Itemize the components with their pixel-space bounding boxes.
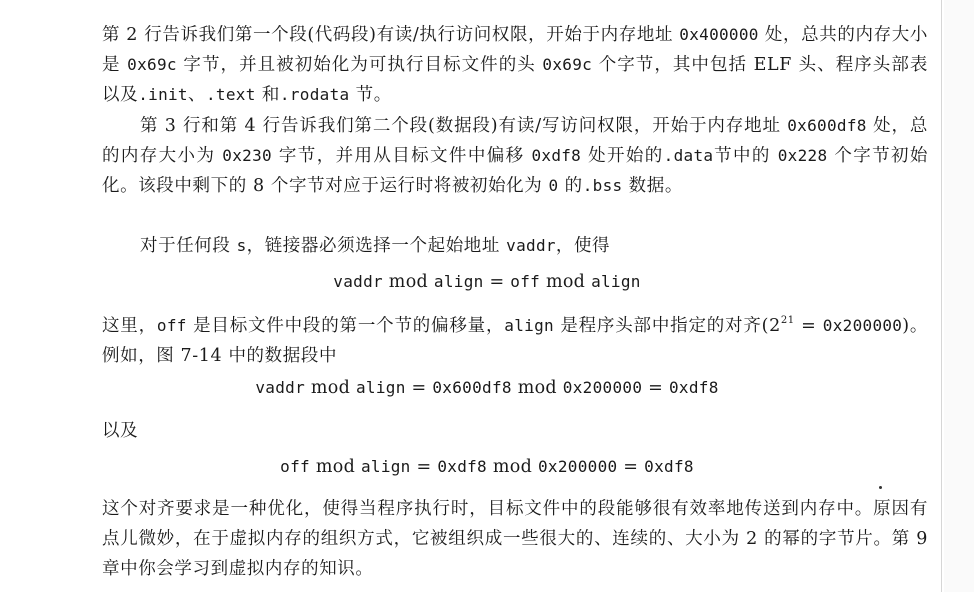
paragraph-alignment-explain: 这里，off 是目标文件中段的第一个节的偏移量，align 是程序头部中指定的对齐$(2^{21} = 0x200000)$。例如，图 7-14 中的数据段中	[102, 315, 928, 366]
equation-alignment-rule: vaddr mod align = off mod align	[333, 272, 641, 292]
equation-vaddr-example: vaddr mod align = 0x600df8 mod 0x200000 = 0xdf8	[255, 378, 719, 398]
paragraph-alignment-intro: 对于任何段 s，链接器必须选择一个起始地址 vaddr，使得	[140, 236, 611, 256]
paragraph-segment-data: 第 3 行和第 4 行告诉我们第二个段(数据段)有读/写访问权限，开始于内存地址 0x600df8 处，总的内存大小为 0x230 字节，并用从目标文件中偏移 0xdf8 处开始的.data节中的 0x228 个字节初始化。该段中剩下的 8 个字节对应于运行时将被初始化为 0 的.bss 数据。	[102, 116, 929, 196]
text-yiji: 以及	[102, 421, 139, 441]
equation-off-example: off mod align = 0xdf8 mod 0x200000 = 0xdf8	[280, 457, 694, 477]
paragraph-alignment-optimization: 这个对齐要求是一种优化，使得当程序执行时，目标文件中的段能够很有效率地传送到内存中。原因有点儿微妙，在于虚拟内存的组织方式，它被组织成一些很大的、连续的、大小为 2 的幂的字节片。第 9 章中你会学习到虚拟内存的知识。	[102, 499, 928, 579]
stray-mark	[879, 486, 882, 489]
paragraph-segment-code: 第 2 行告诉我们第一个段(代码段)有读/执行访问权限，开始于内存地址 0x400000 处，总共的内存大小是 0x69c 字节，并且被初始化为可执行目标文件的头 0x69c 个字节，其中包括 ELF 头、程序头部表以及.init、.text 和.rodata 节。	[102, 25, 928, 105]
